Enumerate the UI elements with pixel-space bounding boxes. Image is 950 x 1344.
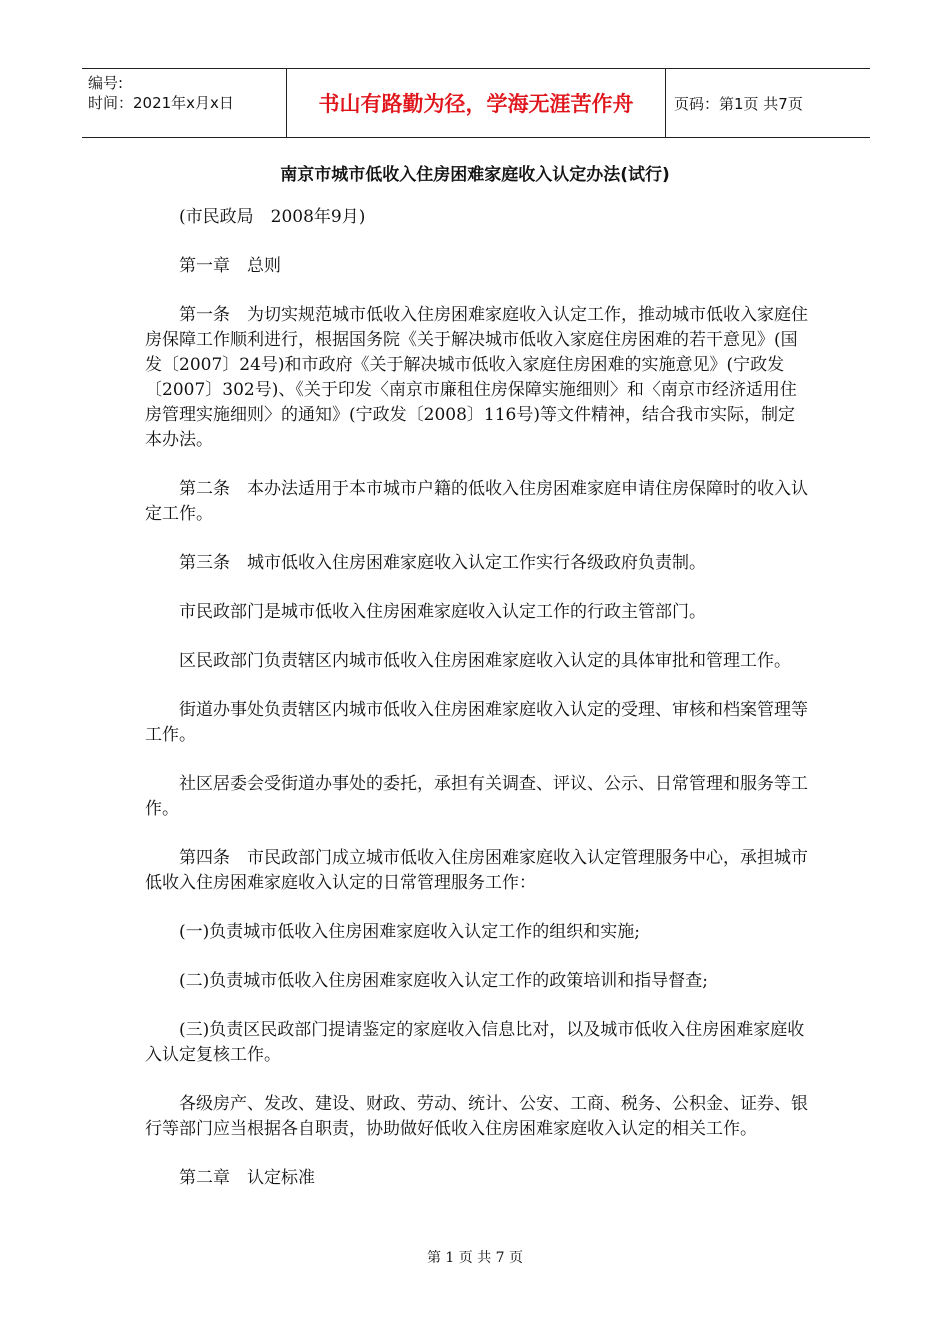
list-item: (二)负责城市低收入住房困难家庭收入认定工作的政策培训和指导督查; — [179, 971, 708, 991]
document-title: 南京市城市低收入住房困难家庭收入认定办法(试行) — [280, 165, 670, 185]
time-label: 时间：2021年x月x日 — [88, 94, 234, 112]
chapter-heading: 第一章 总则 — [179, 256, 281, 276]
page-header — [82, 68, 870, 138]
paragraph: 第三条 城市低收入住房困难家庭收入认定工作实行各级政府负责制。 — [179, 553, 706, 573]
paragraph: 社区居委会受街道办事处的委托，承担有关调查、评议、公示、日常管理和服务等工作。 — [145, 774, 808, 819]
paragraph: (市民政局 2008年9月) — [179, 207, 366, 227]
document-body — [145, 205, 810, 1215]
header-info — [82, 69, 287, 137]
list-item: (一)负责城市低收入住房困难家庭收入认定工作的组织和实施; — [179, 922, 640, 942]
paragraph: 街道办事处负责辖区内城市低收入住房困难家庭收入认定的受理、审核和档案管理等工作。 — [145, 700, 808, 745]
paragraph: 第四条 市民政部门成立城市低收入住房困难家庭收入认定管理服务中心，承担城市低收入住房困难家庭收入认定的日常管理服务工作： — [145, 848, 808, 893]
paragraph: 区民政部门负责辖区内城市低收入住房困难家庭收入认定的具体审批和管理工作。 — [179, 651, 791, 671]
motto: 书山有路勤为径，学海无涯苦作舟 — [287, 69, 666, 137]
paragraph: 市民政部门是城市低收入住房困难家庭收入认定工作的行政主管部门。 — [179, 602, 706, 622]
page-footer: 第 1 页 共 7 页 — [426, 1250, 524, 1266]
number-label: 编号: — [88, 74, 124, 92]
paragraph: 各级房产、发改、建设、财政、劳动、统计、公安、工商、税务、公积金、证券、银行等部门应当根据各自职责，协助做好低收入住房困难家庭收入认定的相关工作。 — [145, 1094, 808, 1139]
chapter-heading: 第二章 认定标准 — [179, 1168, 315, 1188]
page-info: 页码：第1页 共7页 — [674, 94, 803, 113]
paragraph: 第一条 为切实规范城市低收入住房困难家庭收入认定工作，推动城市低收入家庭住房保障工作顺利进行，根据国务院《关于解决城市低收入家庭住房困难的若干意见》(国发〔2007〕24号)和市政府《关于解决城市低收入家庭住房困难的实施意见》(宁政发〔2007〕302号)、《关于印发〈南京市廉租住房保障实施细则〉和〈南京市经济适用住房管理实施细则〉的通知》(宁政发〔2008〕116号)等文件精神，结合我市实际，制定本办法。 — [145, 305, 808, 450]
paragraph: 第二条 本办法适用于本市城市户籍的低收入住房困难家庭申请住房保障时的收入认定工作。 — [145, 479, 808, 524]
list-item: (三)负责区民政部门提请鉴定的家庭收入信息比对，以及城市低收入住房困难家庭收入认定复核工作。 — [145, 1020, 805, 1065]
